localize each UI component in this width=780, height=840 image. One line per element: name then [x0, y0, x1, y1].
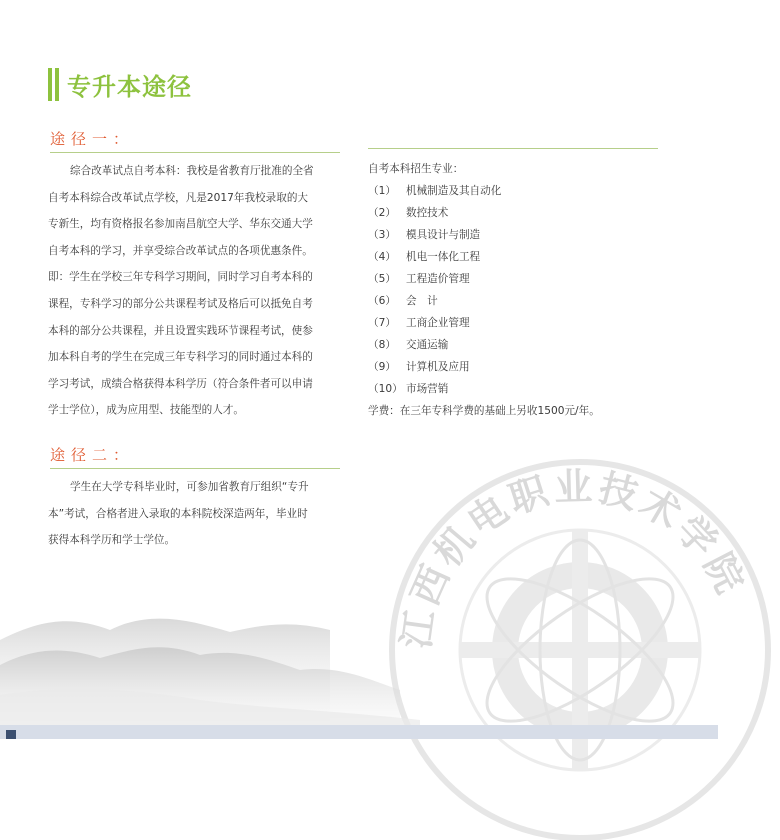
majors-heading: 自考本科招生专业： — [368, 163, 464, 175]
route2-heading — [50, 444, 340, 469]
major-item — [368, 246, 668, 268]
major-name: 交通运输 — [406, 339, 449, 351]
tuition-fee-note: 学费：在三年专科学费的基础上另收1500元/年。 — [368, 405, 600, 417]
major-item — [368, 312, 668, 334]
major-number: （4） — [368, 251, 396, 263]
right-column-divider — [368, 148, 658, 149]
route1-line: 自考本科综合改革试点学校，凡是2017年我校录取的大 — [48, 191, 309, 204]
route1-line: 加本科自考的学生在完成三年专科学习的同时通过本科的 — [48, 351, 313, 364]
major-number: （2） — [368, 207, 396, 219]
major-number: （10） — [368, 383, 403, 395]
mountain-landscape-decoration — [0, 570, 718, 739]
route1-line: 即：学生在学校三年专科学习期间，同时学习自考本科的 — [48, 271, 313, 284]
route1-line: 学习考试，成绩合格获得本科学历（符合条件者可以申请 — [48, 377, 313, 390]
major-number: （9） — [368, 361, 396, 373]
major-number: （8） — [368, 339, 396, 351]
route2-line: 获得本科学历和学士学位。 — [48, 534, 176, 547]
major-name: 工程造价管理 — [406, 273, 470, 285]
major-name: 工商企业管理 — [406, 317, 470, 329]
bottom-bar-marker — [6, 730, 16, 739]
route1-line: 学士学位），成为应用型、技能型的人才。 — [48, 404, 244, 417]
major-number: （7） — [368, 317, 396, 329]
major-number: （3） — [368, 229, 396, 241]
page-title-block — [48, 67, 192, 101]
major-name: 市场营销 — [406, 383, 449, 395]
major-item — [368, 356, 668, 378]
major-name: 会 计 — [406, 295, 438, 307]
major-item — [368, 268, 668, 290]
page-title: 专升本途径 — [67, 72, 192, 101]
major-item — [368, 290, 668, 312]
major-name: 机电一体化工程 — [406, 251, 481, 263]
major-number: （1） — [368, 185, 396, 197]
major-name: 机械制造及其自动化 — [406, 185, 502, 197]
svg-text:江西机电职业技术学院: 江西机电职业技术学院 — [392, 463, 755, 652]
major-name: 数控技术 — [406, 207, 449, 219]
major-number: （5） — [368, 273, 396, 285]
route1-line: 综合改革试点自考本科：我校是省教育厅批准的全省 — [70, 165, 314, 177]
route1-paragraph — [48, 158, 342, 424]
route2-heading-text: 途径二： — [50, 446, 135, 464]
major-item — [368, 224, 668, 246]
major-number: （6） — [368, 295, 396, 307]
major-name: 计算机及应用 — [406, 361, 470, 373]
route1-line: 本科的部分公共课程，并且设置实践环节课程考试，使参 — [48, 324, 313, 337]
major-item — [368, 378, 668, 400]
route2-paragraph — [48, 474, 342, 554]
title-accent-bars — [48, 68, 59, 101]
major-name: 模具设计与制造 — [406, 229, 481, 241]
major-item — [368, 202, 668, 224]
route1-line: 专新生，均有资格报名参加南昌航空大学、华东交通大学 — [48, 218, 313, 231]
route1-line: 自考本科的学习，并享受综合改革试点的各项优惠条件。 — [48, 244, 313, 257]
route2-line: 学生在大学专科毕业时，可参加省教育厅组织“专升 — [70, 481, 309, 493]
major-item — [368, 180, 668, 202]
major-item — [368, 334, 668, 356]
route1-line: 课程，专科学习的部分公共课程考试及格后可以抵免自考 — [48, 297, 313, 310]
majors-list — [368, 158, 668, 422]
route1-heading-text: 途径一： — [50, 130, 135, 148]
bottom-bar — [0, 725, 718, 739]
route2-line: 本”考试，合格者进入录取的本科院校深造两年，毕业时 — [48, 507, 308, 520]
route1-heading — [50, 128, 340, 153]
